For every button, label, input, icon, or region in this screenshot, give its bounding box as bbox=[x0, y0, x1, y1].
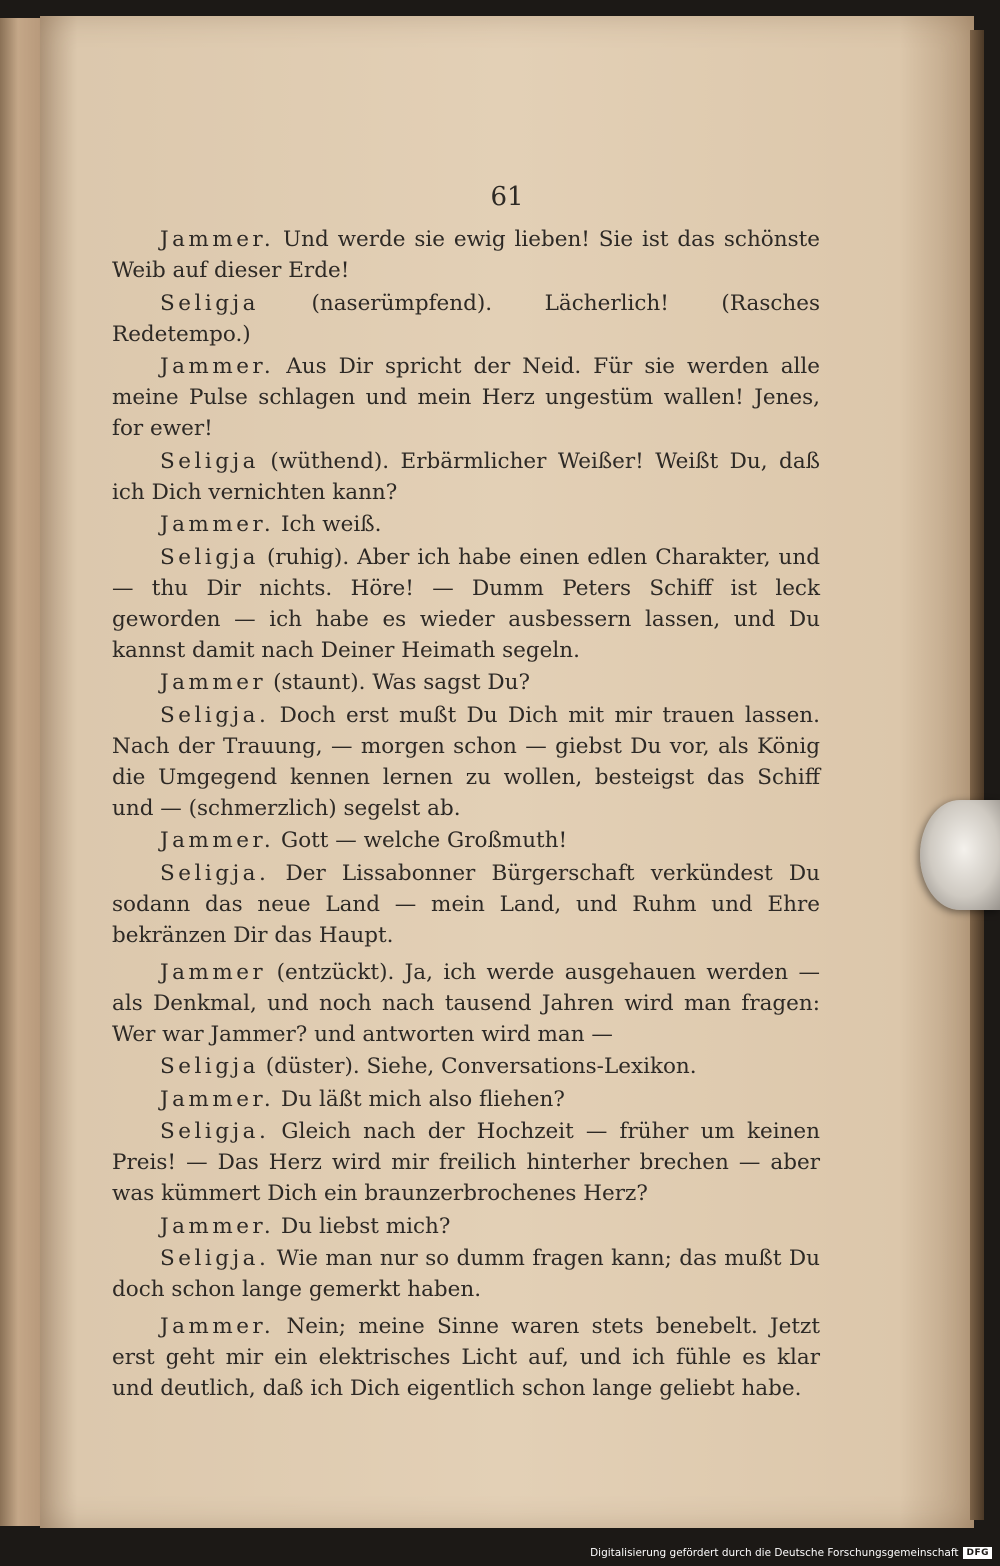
speaker-name: Seligja. bbox=[160, 1246, 270, 1271]
dialogue-paragraph bbox=[112, 957, 820, 1050]
dialogue-paragraph bbox=[112, 825, 820, 856]
paragraph-text: (naserümpfend). Lächerlich! (Rasches Redetempo.) bbox=[112, 290, 820, 347]
speaker-name: Seligja bbox=[160, 448, 259, 474]
speaker-name: Seligja bbox=[160, 290, 259, 316]
speaker-name: Jammer. bbox=[160, 354, 275, 379]
paragraph-text: (staunt). Was sagst Du? bbox=[273, 670, 530, 695]
paragraph-text: (düster). Siehe, Conversations-Lexikon. bbox=[265, 1054, 697, 1079]
paragraph-text: Gleich nach der Hochzeit — früher um keinen Preis! — Das Herz wird mir freilich hinterher brechen — aber was kümmert Dich ein braunzerbrochenes Herz? bbox=[112, 1119, 820, 1206]
speaker-name: Jammer. bbox=[160, 227, 275, 252]
speaker-name: Jammer. bbox=[160, 512, 275, 537]
paragraph-text: Gott — welche Großmuth! bbox=[281, 828, 568, 853]
footer-bar bbox=[0, 1540, 1000, 1566]
dialogue-paragraph bbox=[112, 509, 820, 540]
speaker-name: Jammer bbox=[160, 670, 267, 695]
dialogue-paragraph bbox=[112, 1243, 820, 1305]
paragraph-text: Nein; meine Sinne waren stets benebelt. Jetzt erst geht mir ein elektrisches Licht auf, und ich fühle es klar und deutlich, daß ich Dich eigentlich schon lange geliebt habe. bbox=[112, 1314, 820, 1401]
speaker-name: Jammer. bbox=[160, 828, 275, 853]
paragraph-text: (wüthend). Erbärmlicher Weißer! Weißt Du, daß ich Dich vernichten kann? bbox=[112, 448, 821, 505]
speaker-name: Seligja. bbox=[160, 860, 270, 886]
dialogue-paragraph bbox=[112, 1051, 820, 1082]
paragraph-text: Aus Dir spricht der Neid. Für sie werden alle meine Pulse schlagen und mein Herz ungestüm wallen! Jenes, for ewer! bbox=[112, 354, 820, 441]
paragraph-text: Und werde sie ewig lieben! Sie ist das schönste Weib auf dieser Erde! bbox=[112, 227, 820, 283]
speaker-name: Jammer. bbox=[160, 1314, 275, 1339]
dialogue-paragraph bbox=[112, 1211, 820, 1242]
paragraph-text: Du läßt mich also fliehen? bbox=[281, 1086, 565, 1112]
scanner-thumb-clip bbox=[920, 800, 1000, 910]
footer-credit: Digitalisierung gefördert durch die Deutsche Forschungsgemeinschaft bbox=[590, 1547, 959, 1559]
page-stack-edge bbox=[970, 30, 984, 1520]
dialogue-paragraph bbox=[112, 667, 820, 698]
speaker-name: Jammer. bbox=[160, 1213, 275, 1239]
dialogue-paragraph bbox=[112, 1116, 820, 1209]
paragraph-text: Ich weiß. bbox=[281, 512, 382, 537]
speaker-name: Seligja. bbox=[160, 702, 270, 728]
paragraph-text: Der Lissabonner Bürgerschaft verkündest Du sodann das neue Land — mein Land, und Ruhm und Ehre bekränzen Dir das Haupt. bbox=[112, 860, 821, 948]
dfg-logo: DFG bbox=[963, 1547, 992, 1559]
dialogue-paragraph bbox=[112, 1311, 820, 1404]
speaker-name: Seligja. bbox=[160, 1119, 270, 1144]
speaker-name: Jammer. bbox=[160, 1086, 275, 1112]
dialogue-paragraph bbox=[112, 700, 820, 824]
paragraph-text: Doch erst mußt Du Dich mit mir trauen lassen. Nach der Trauung, — morgen schon — giebst Du vor, als König die Umgegend kennen lernen zu wollen, besteigst das Schiff und — (schmerzlich) segelst ab. bbox=[112, 702, 820, 821]
speaker-name: Jammer bbox=[160, 959, 267, 985]
dialogue-paragraph bbox=[112, 1084, 820, 1115]
dialogue-paragraph bbox=[112, 542, 820, 666]
dialogue-paragraph bbox=[112, 858, 820, 951]
left-page-edge bbox=[0, 18, 42, 1526]
paragraph-text: Du liebst mich? bbox=[281, 1213, 451, 1239]
paragraph-text: (entzückt). Ja, ich werde ausgehauen werden — als Denkmal, und noch nach tausend Jahren wird man fragen: Wer war Jammer? und antworten wird man — bbox=[112, 959, 820, 1047]
dialogue-paragraph bbox=[112, 288, 820, 350]
paragraph-text: (ruhig). Aber ich habe einen edlen Charakter, und — thu Dir nichts. Höre! — Dumm Peters Schiff ist leck geworden — ich habe es wieder ausbessern lassen, und Du kannst damit nach Deiner Heimath segeln. bbox=[112, 544, 820, 663]
dialogue-text bbox=[112, 224, 820, 1406]
paragraph-text: Wie man nur so dumm fragen kann; das mußt Du doch schon lange gemerkt haben. bbox=[112, 1246, 820, 1302]
dialogue-paragraph bbox=[112, 446, 820, 508]
page-number: 61 bbox=[490, 182, 524, 212]
dialogue-paragraph bbox=[112, 224, 820, 286]
dialogue-paragraph bbox=[112, 351, 820, 444]
speaker-name: Seligja bbox=[160, 1054, 259, 1079]
speaker-name: Seligja bbox=[160, 544, 259, 570]
